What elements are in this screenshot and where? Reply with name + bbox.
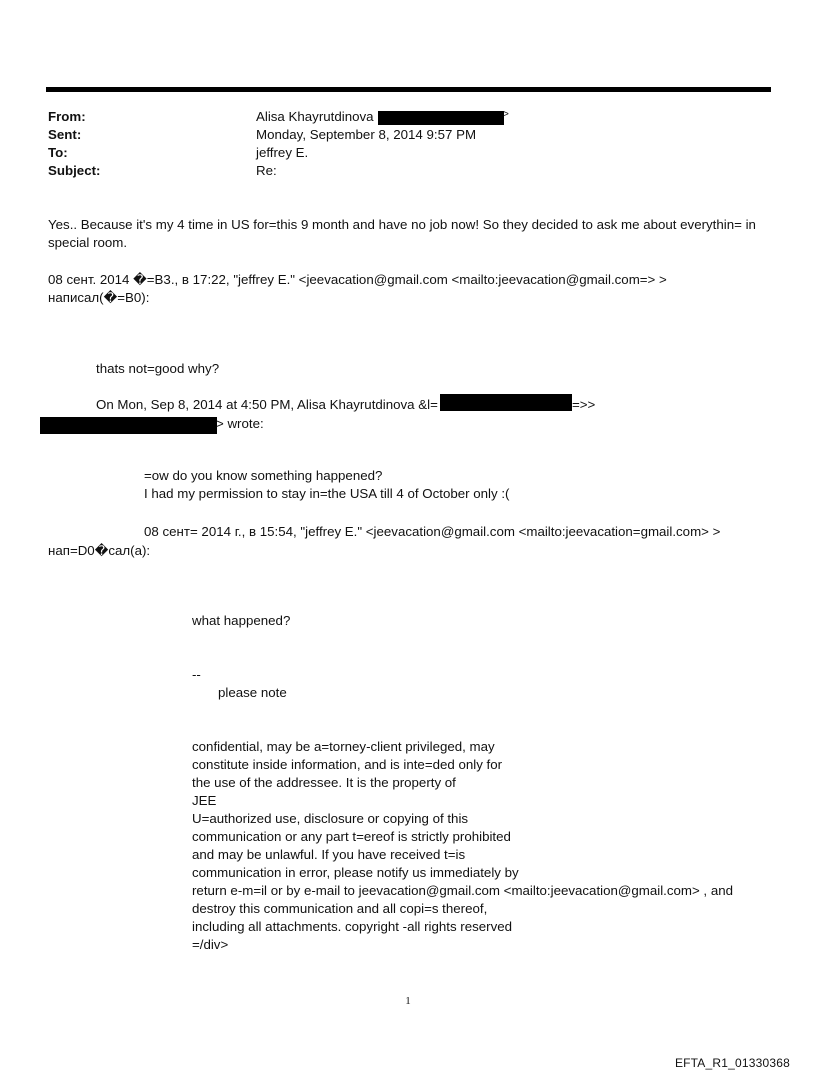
disclaimer-line: and may be unlawful. If you have received t=is: [192, 847, 466, 862]
message-3-line-1: =ow do you know something happened?: [144, 468, 383, 483]
signature-dashes: --: [192, 667, 201, 682]
disclaimer-line: the use of the addressee. It is the property of: [192, 775, 456, 790]
to-label: To:: [48, 145, 68, 160]
disclaimer-line: destroy this communication and all copi=s thereof,: [192, 901, 488, 916]
redaction-bar: [378, 111, 504, 125]
header-rule: [46, 87, 771, 92]
quote-3-line-2: нап=D0�сал(а):: [48, 543, 151, 558]
disclaimer-line: U=authorized use, disclosure or copying of this: [192, 811, 469, 826]
quote-2-line-1: On Mon, Sep 8, 2014 at 4:50 PM, Alisa Khayrutdinova &l=: [96, 397, 438, 412]
quote-3-line-1: 08 сент= 2014 г., в 15:54, "jeffrey E." <jeevacation@gmail.com <mailto:jeevacation=gmail.com> >: [144, 524, 721, 539]
message-3-line-2: I had my permission to stay in=the USA till 4 of October only :(: [144, 486, 510, 501]
disclaimer-line: confidential, may be a=torney-client privileged, may: [192, 739, 495, 754]
from-label: From:: [48, 109, 86, 124]
from-value: Alisa Khayrutdinova: [256, 109, 374, 124]
to-value: jeffrey E.: [256, 145, 309, 160]
quote-1-line-2: написал(�=B0):: [48, 290, 150, 305]
sent-label: Sent:: [48, 127, 82, 142]
subject-value: Re:: [256, 163, 277, 178]
quote-2-line-1-suffix: =>>: [572, 397, 596, 412]
disclaimer-line: return e-m=il or by e-mail to jeevacation@gmail.com <mailto:jeevacation@gmail.com> , and: [192, 883, 734, 898]
page-number: 1: [405, 995, 411, 1007]
signature-note: please note: [218, 685, 287, 700]
disclaimer-line: communication in error, please notify us immediately by: [192, 865, 519, 880]
disclaimer-line: including all attachments. copyright -all rights reserved: [192, 919, 513, 934]
from-suffix: >: [503, 109, 509, 120]
message-2: thats not=good why?: [96, 361, 220, 376]
disclaimer-line: constitute inside information, and is inte=ded only for: [192, 757, 503, 772]
disclaimer-line: JEE: [192, 793, 217, 808]
reply-line-1: Yes.. Because it's my 4 time in US for=this 9 month and have no job now! So they decided to ask me about everythin= in: [48, 217, 756, 232]
redaction-bar: [440, 394, 572, 411]
subject-label: Subject:: [48, 163, 101, 178]
message-4: what happened?: [192, 613, 291, 628]
quote-2-line-2: > wrote:: [216, 416, 264, 431]
quote-1-line-1: 08 сент. 2014 �=B3., в 17:22, "jeffrey E." <jeevacation@gmail.com <mailto:jeevacation@gmail.com=> >: [48, 272, 667, 287]
reply-line-2: special room.: [48, 235, 128, 250]
document-id: EFTA_R1_01330368: [674, 1056, 790, 1070]
sent-value: Monday, September 8, 2014 9:57 PM: [256, 127, 477, 142]
disclaimer-line: =/div>: [192, 937, 229, 952]
redaction-bar: [40, 417, 217, 434]
disclaimer-line: communication or any part t=ereof is strictly prohibited: [192, 829, 511, 844]
